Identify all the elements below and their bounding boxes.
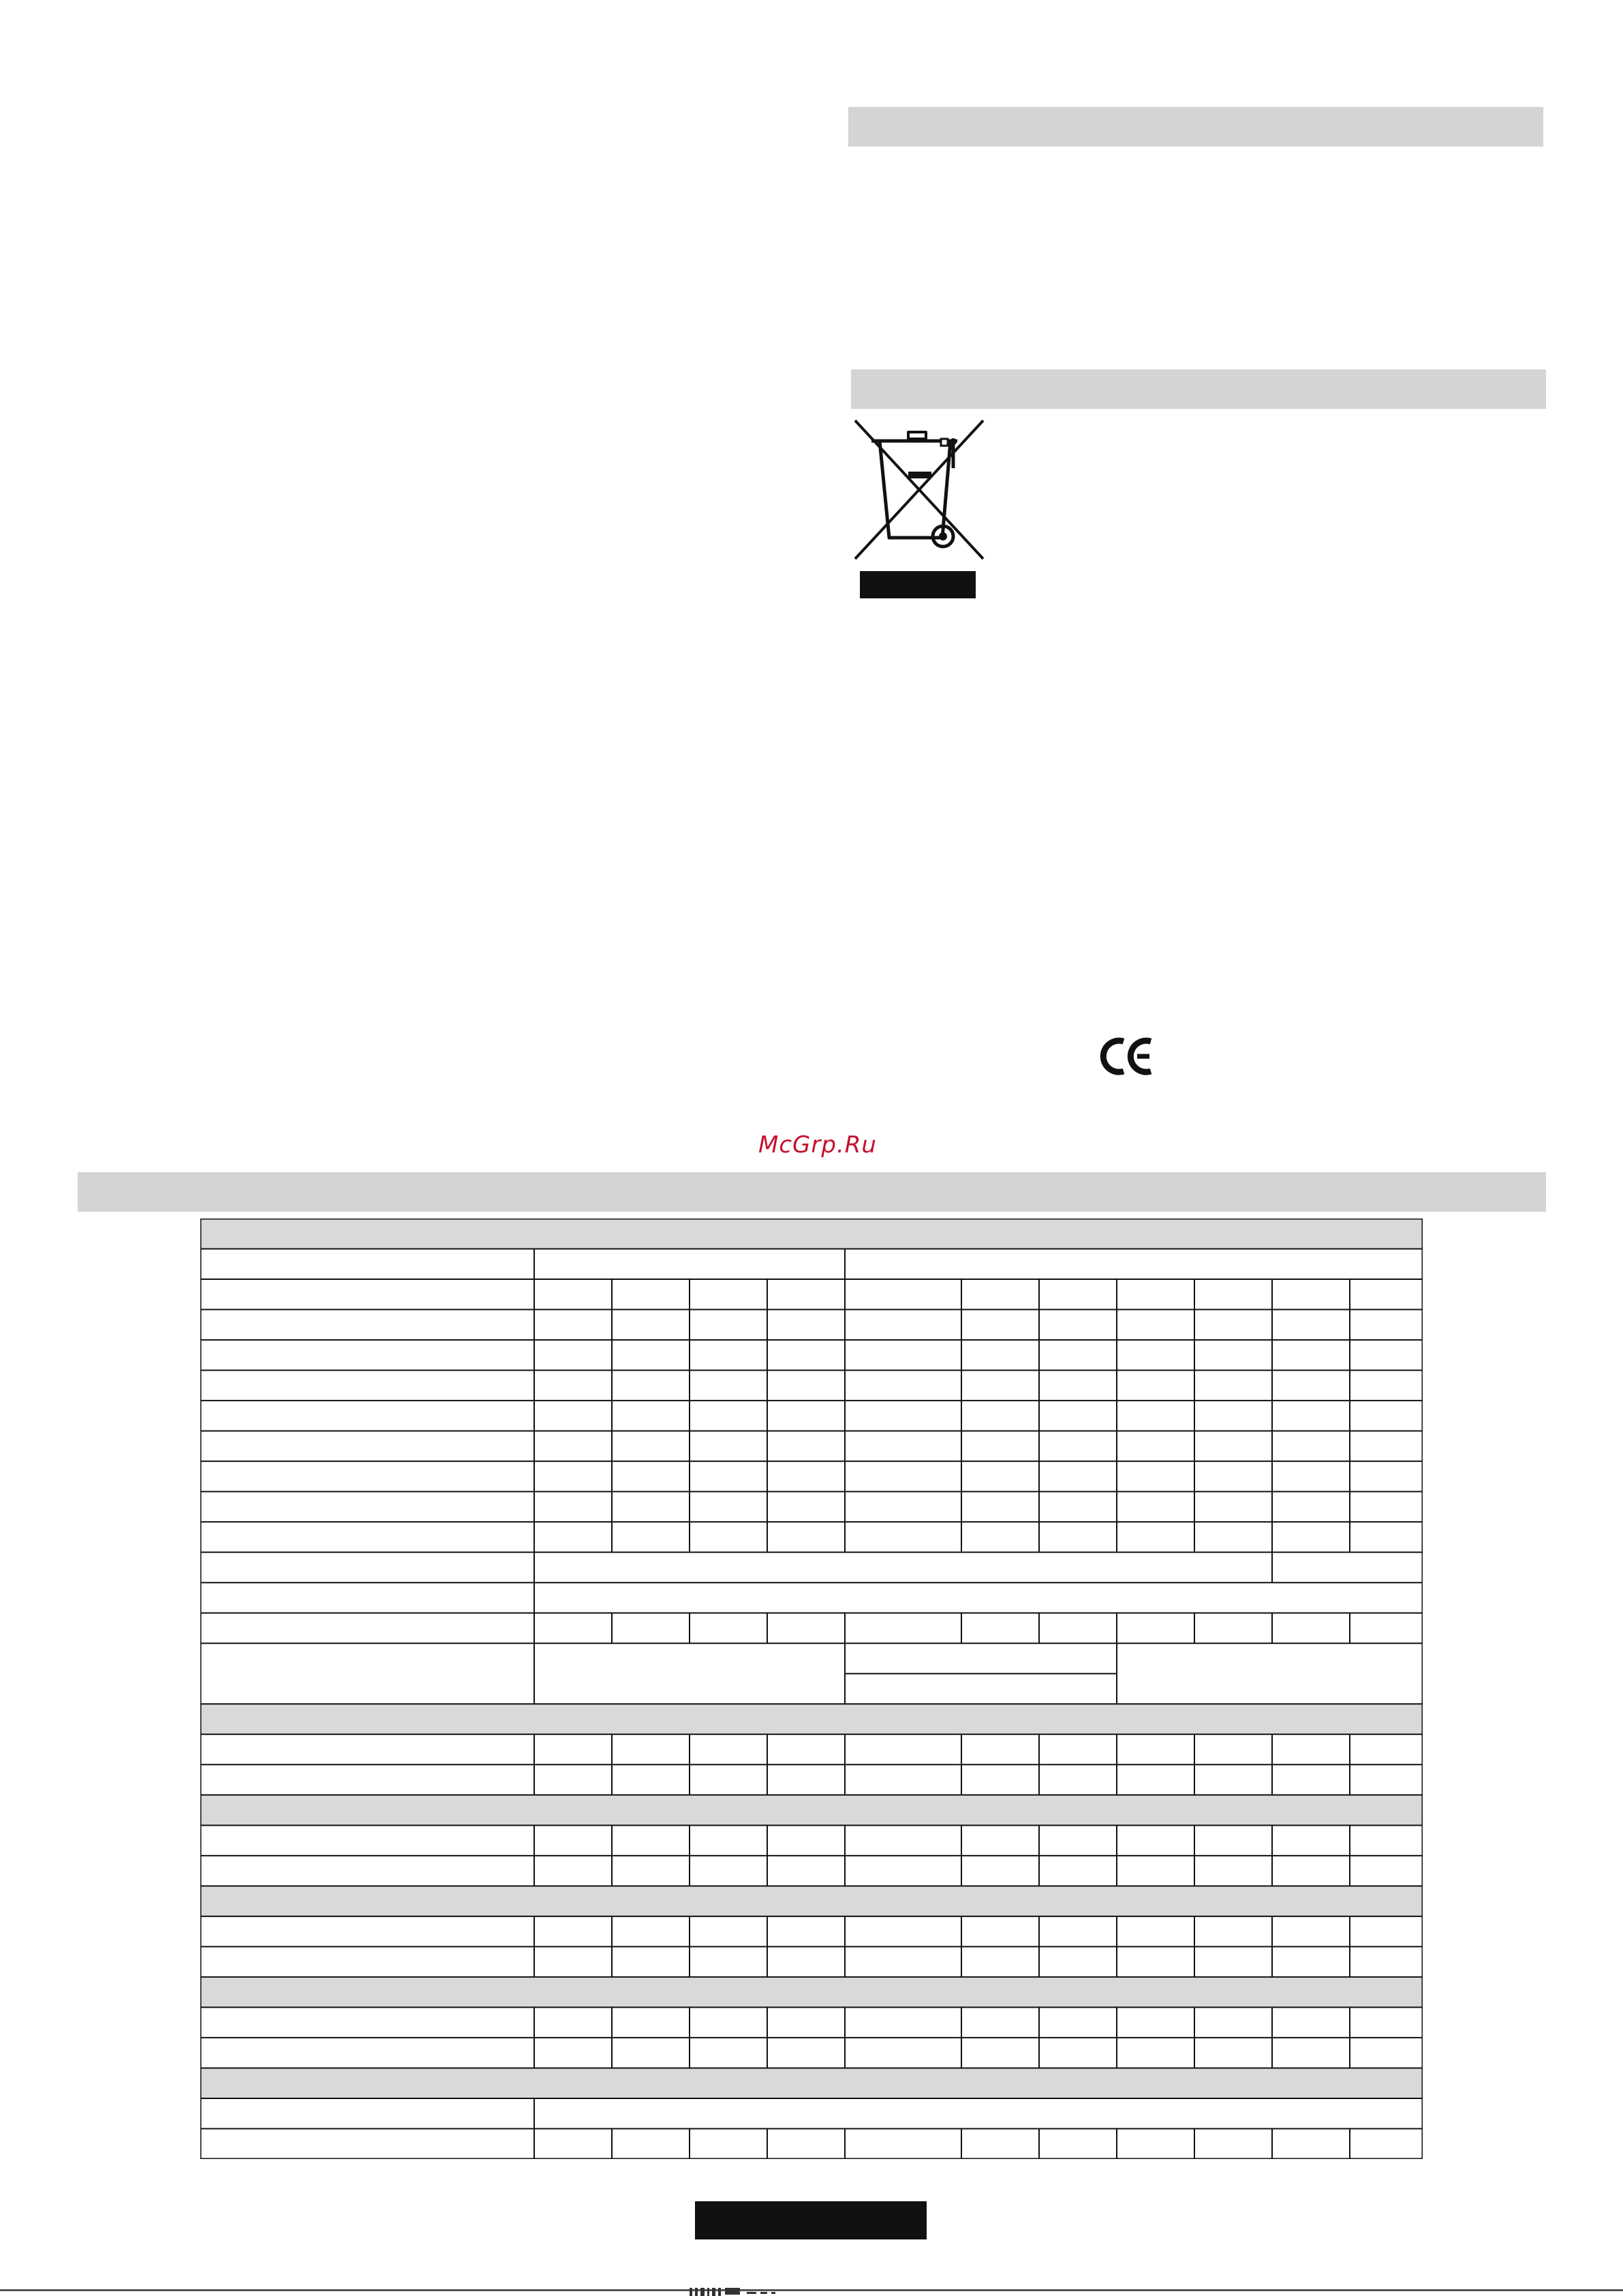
crossed-out-wheelie-bin-icon [848,417,990,567]
specifications-table [200,1219,1423,2159]
table-section-header-row [200,1977,1423,2008]
weee-marking-bar [860,571,976,598]
section-heading-bar [78,1172,1546,1212]
section-heading-bar [851,369,1546,409]
table-section-header-row [200,1704,1423,1734]
section-heading-bar [848,107,1543,147]
table-section-header-row [200,1219,1423,1249]
table-section-header-row [200,1886,1423,1916]
registration-marks [690,2288,867,2296]
page-footer-bar [695,2201,927,2239]
table-section-header-row [200,1795,1423,1826]
watermark-text: McGrp.Ru [758,1131,877,1159]
table-section-header-row [200,2068,1423,2098]
ce-mark-icon [1099,1036,1155,1077]
